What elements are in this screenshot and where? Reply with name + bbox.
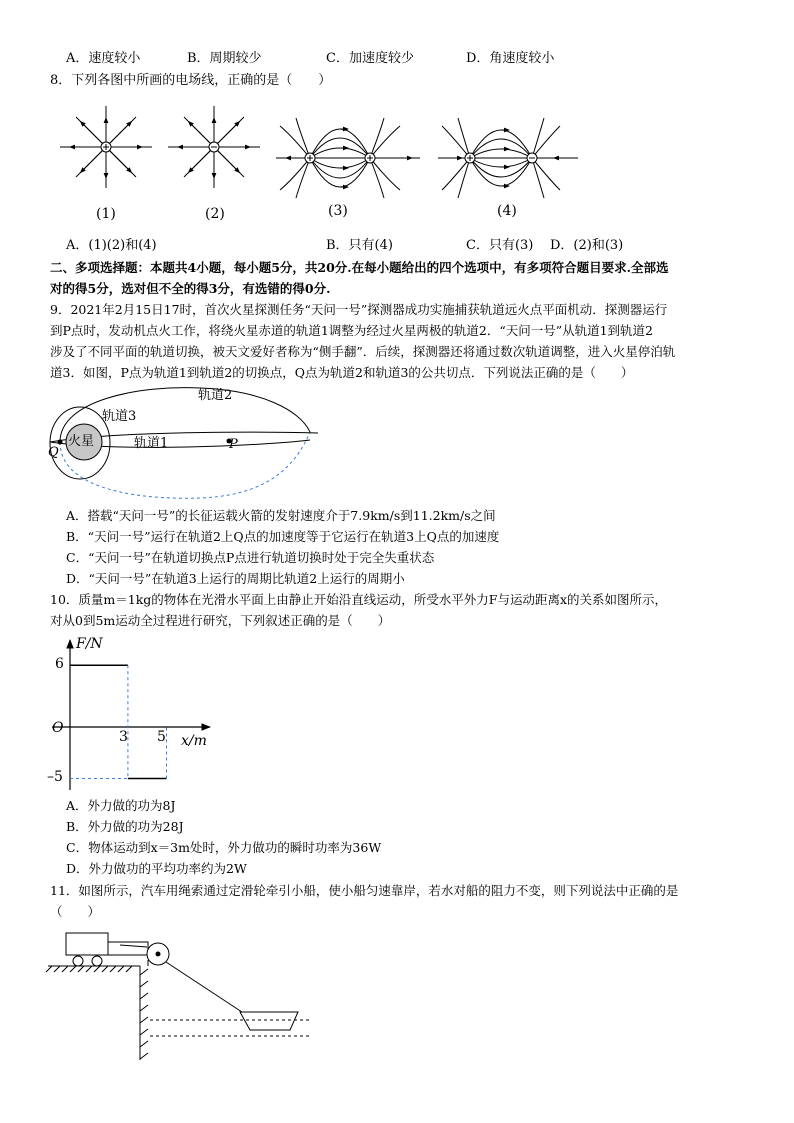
y-axis-label: F/N — [76, 636, 103, 652]
figure-1-positive-charge — [60, 106, 152, 188]
q9-orbit-figure — [0, 380, 794, 520]
q7-option-b: B．周期较少 — [187, 51, 262, 66]
figure-2-negative-charge — [168, 106, 260, 188]
section2-heading-line1: 二、多项选择题：本题共4小题，每小题5分，共20分.在每小题给出的四个选项中，有多项符合题目要求.全部选 — [50, 260, 669, 275]
x-axis-label: x/m — [181, 733, 207, 749]
q9-option-b: B．“天问一号”运行在轨道2上Q点的加速度等于它运行在轨道3上Q点的加速度 — [66, 529, 500, 544]
q10-option-c: C．物体运动到x＝3m处时，外力做功的瞬时功率为36W — [66, 840, 382, 855]
q8-option-a: A．(1)(2)和(4) — [66, 238, 157, 253]
q9-option-c: C．“天问一号”在轨道切换点P点进行轨道切换时处于完全失重状态 — [66, 550, 435, 565]
q10-stem-line2: 对从0到5m运动全过程进行研究，下列叙述正确的是（ ） — [50, 613, 391, 628]
figure-4-two-charges — [438, 118, 578, 198]
q9-option-d: D．“天问一号”在轨道3上运行的周期比轨道2上运行的周期小 — [66, 571, 405, 586]
q10-force-displacement-graph — [0, 630, 794, 800]
q9-option-a: A．搭载“天问一号”的长征运载火箭的发射速度介于7.9km/s到11.2km/s之间 — [66, 508, 496, 523]
orbit3-label: 轨道3 — [102, 409, 137, 424]
q10-option-a: A．外力做的功为8J — [66, 798, 176, 813]
q7-option-c: C．加速度较少 — [326, 51, 414, 66]
y-tick-6: 6 — [55, 656, 64, 672]
q9-stem-line2: 到P点时，发动机点火工作，将绕火星赤道的轨道1调整为经过火星两极的轨道2．“天问一号”从轨道1到轨道2 — [50, 323, 654, 338]
figure-2-label: (2) — [205, 206, 225, 222]
x-tick-3: 3 — [119, 729, 128, 745]
q8-field-figures — [0, 0, 794, 240]
point-p-label: P — [229, 437, 238, 452]
q10-option-b: B．外力做的功为28J — [66, 819, 184, 834]
q9-stem-line3: 涉及了不同平面的轨道切换，被天文爱好者称为“侧手翻”．后续，探测器还将通过数次轨道调整，进入火星停泊轨 — [50, 344, 676, 359]
orbit2-label: 轨道2 — [198, 388, 233, 403]
q10-stem-line1: 10．质量m＝1kg的物体在光滑水平面上由静止开始沿直线运动，所受水平外力F与运动距离x的关系如图所示， — [50, 592, 668, 607]
q11-stem-line1: 11．如图所示，汽车用绳索通过定滑轮牵引小船，使小船匀速靠岸，若水对船的阻力不变，则下列说法中正确的是 — [50, 883, 679, 898]
q8-stem: 8．下列各图中所画的电场线，正确的是（ ） — [50, 73, 332, 88]
origin-label: O — [52, 720, 64, 736]
figure-3-label: (3) — [328, 203, 348, 219]
q8-option-c: C．只有(3) — [466, 238, 534, 253]
q8-option-d: D．(2)和(3) — [550, 238, 624, 253]
orbit1-label: 轨道1 — [134, 436, 169, 451]
q10-option-d: D．外力做功的平均功率约为2W — [66, 861, 247, 876]
figure-1-label: (1) — [96, 206, 116, 222]
q9-stem-line4: 道3．如图，P点为轨道1到轨道2的切换点，Q点为轨道2和轨道3的公共切点．下列说法正确的是（ ） — [50, 365, 634, 380]
q8-option-b: B．只有(4) — [326, 238, 393, 253]
section2-heading-line2: 对的得5分，选对但不全的得3分，有选错的得0分. — [50, 281, 331, 296]
figure-3-two-charges — [276, 118, 420, 198]
mars-label: 火星 — [68, 434, 95, 449]
y-tick-neg5: –5 — [47, 769, 63, 785]
q7-option-d: D．角速度较小 — [466, 51, 555, 66]
point-q-label: Q — [48, 445, 59, 460]
q7-option-a: A．速度较小 — [66, 51, 141, 66]
q9-stem-line1: 9．2021年2月15日17时，首次火星探测任务“天问一号”探测器成功实施捕获轨道远火点平面机动．探测器运行 — [50, 302, 668, 317]
x-tick-5: 5 — [157, 729, 166, 745]
q11-stem-line2: （ ） — [50, 904, 101, 919]
q11-pulley-boat-figure — [0, 920, 794, 1070]
figure-4-label: (4) — [497, 203, 517, 219]
